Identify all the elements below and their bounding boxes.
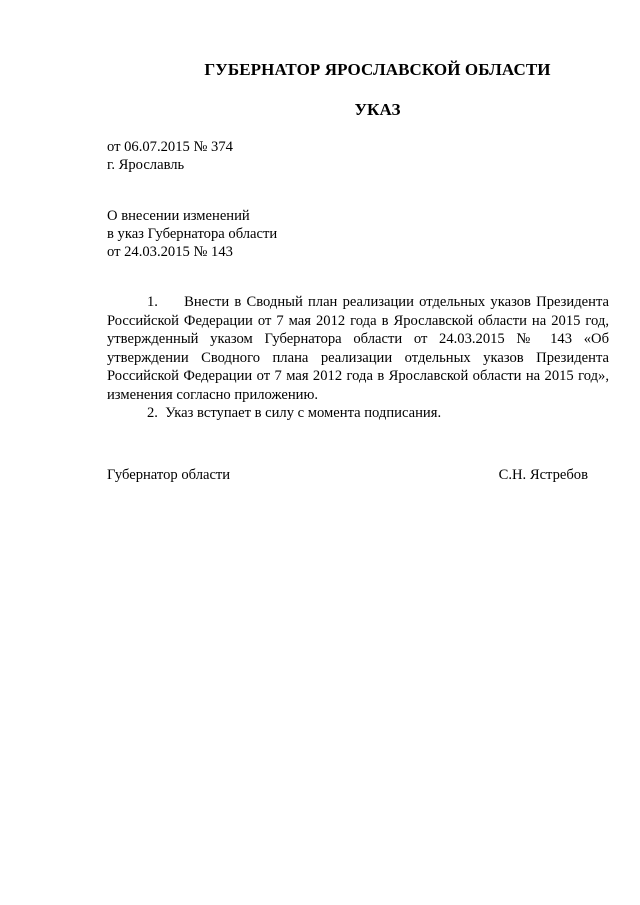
signature-position: Губернатор области xyxy=(107,467,231,483)
city: г. Ярославль xyxy=(107,157,185,173)
subject-line-2: в указ Губернатора области xyxy=(107,226,278,242)
body-item-2: 2. Указ вступает в силу с момента подписания. xyxy=(147,405,442,421)
body-item-1: 1. Внести в Сводный план реализации отдельных указов Президента Российской Федерации от 7 мая 2012 года в Ярославской области на 2015 год, утвержденный указом Губернатора области от 24.03.2015 № 143 «Об утверждении Сводного плана реализации отдельных указов Президента Российской Федерации от 7 мая 2012 года в Ярославской области на 2015 год», изменения согласно приложению. xyxy=(107,294,609,403)
subject-line-1: О внесении изменений xyxy=(107,208,250,224)
date-number: от 06.07.2015 № 374 xyxy=(107,139,233,155)
document-body xyxy=(107,293,609,423)
signature-name: С.Н. Ястребов xyxy=(498,467,588,483)
subject-line-3: от 24.03.2015 № 143 xyxy=(107,244,233,260)
document-type: УКАЗ xyxy=(354,100,401,119)
document-title: ГУБЕРНАТОР ЯРОСЛАВСКОЙ ОБЛАСТИ xyxy=(204,60,551,79)
